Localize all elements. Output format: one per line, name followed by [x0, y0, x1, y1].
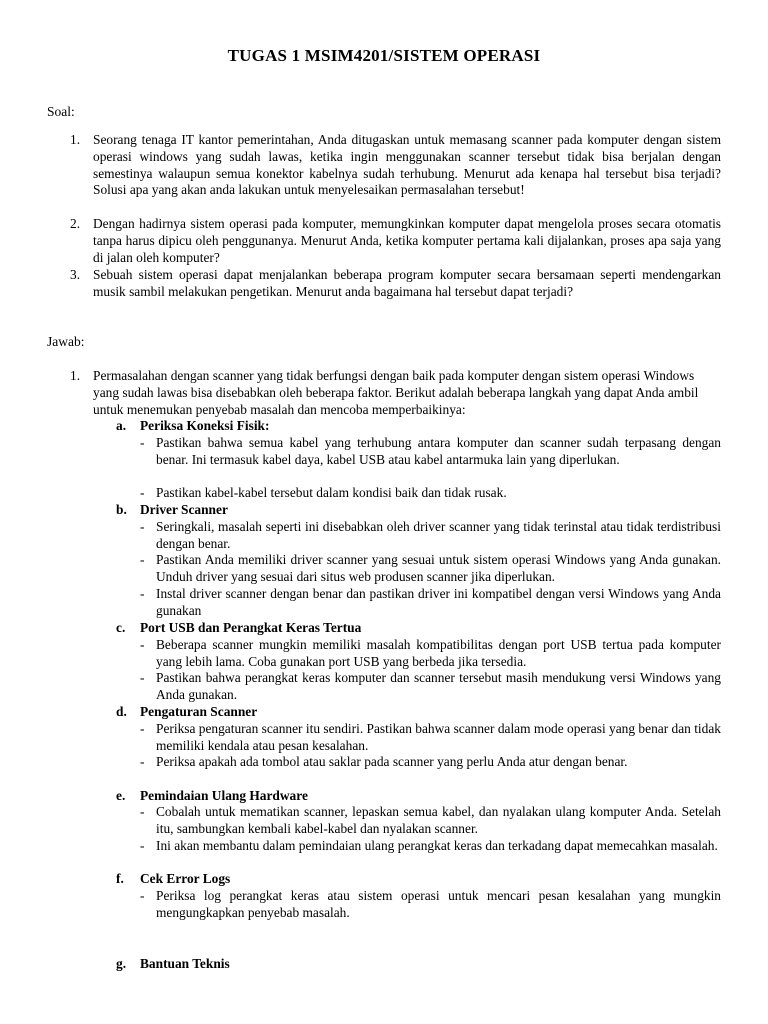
bullet-text: Instal driver scanner dengan benar dan pastikan driver ini kompatibel dengan versi Windows yang Anda gunakan: [156, 586, 721, 618]
bullet-text: Pastikan bahwa perangkat keras komputer dan scanner tersebut masih mendukung versi Windows yang Anda gunakan.: [156, 670, 721, 702]
bullet-dash: -: [140, 838, 145, 853]
bullet-text: Periksa apakah ada tombol atau saklar pada scanner yang perlu Anda atur dengan benar.: [156, 754, 628, 769]
bullet-dash: -: [140, 552, 145, 567]
bullet-dash: -: [140, 888, 145, 903]
section-title: Periksa Koneksi Fisik:: [140, 418, 270, 433]
bullet-dash: -: [140, 435, 145, 450]
section-title: Bantuan Teknis: [140, 956, 230, 971]
bullet-text: Ini akan membantu dalam pemindaian ulang perangkat keras dan terkadang dapat memecahkan masalah.: [156, 838, 718, 853]
question-number: 1.: [70, 132, 81, 147]
section-title: Port USB dan Perangkat Keras Tertua: [140, 620, 362, 635]
bullet-text: Cobalah untuk mematikan scanner, lepaskan semua kabel, dan nyalakan ulang komputer Anda. Setelah itu, sambungkan kembali kabel-kabel dan nyalakan scanner.: [156, 804, 721, 836]
section-letter: a.: [116, 418, 127, 433]
bullet-dash: -: [140, 804, 145, 819]
section-letter: b.: [116, 502, 127, 517]
section-letter: f.: [116, 871, 124, 886]
bullet-text: Pastikan kabel-kabel tersebut dalam kondisi baik dan tidak rusak.: [156, 485, 507, 500]
question-number: 3.: [70, 267, 81, 282]
section-title: Cek Error Logs: [140, 871, 231, 886]
section-letter: e.: [116, 788, 126, 803]
bullet-dash: -: [140, 754, 145, 769]
bullet-text: Seringkali, masalah seperti ini disebabkan oleh driver scanner yang tidak terinstal atau tidak terdistribusi dengan benar.: [156, 519, 721, 551]
question-text: Seorang tenaga IT kantor pemerintahan, Anda ditugaskan untuk memasang scanner pada komputer dengan sistem operasi windows yang sudah lawas, ketika ingin menggunakan scanner tersebut tidak bisa berjalan dengan semestinya walaupun semua konektor kabelnya sudah terhubung. Menurut ada kenapa hal tersebut bisa terjadi? Solusi apa yang akan anda lakukan untuk menyelesaikan permasalahan tersebut!: [93, 132, 721, 198]
section-title: Pemindaian Ulang Hardware: [140, 788, 308, 803]
bullet-text: Pastikan bahwa semua kabel yang terhubung antara komputer dan scanner sudah terpasang dengan benar. Ini termasuk kabel daya, kabel USB atau kabel antarmuka lain yang diperlukan.: [156, 435, 721, 467]
bullet-text: Beberapa scanner mungkin memiliki masalah kompatibilitas dengan port USB tertua pada komputer yang lebih lama. Coba gunakan port USB yang berbeda jika tersedia.: [156, 637, 721, 669]
section-letter: g.: [116, 956, 127, 971]
bullet-text: Periksa pengaturan scanner itu sendiri. Pastikan bahwa scanner dalam mode operasi yang benar dan tidak memiliki kendala atau pesan kesalahan.: [156, 721, 721, 753]
page-title: TUGAS 1 MSIM4201/SISTEM OPERASI: [227, 46, 541, 65]
section-letter: c.: [116, 620, 126, 635]
bullet-text: Pastikan Anda memiliki driver scanner yang sesuai untuk sistem operasi Windows yang Anda gunakan. Unduh driver yang sesuai dari situs web produsen scanner jika diperlukan.: [156, 552, 721, 584]
question-text: Sebuah sistem operasi dapat menjalankan beberapa program komputer secara bersamaan seperti mendengarkan musik sambil melakukan pengetikan. Menurut anda bagaimana hal tersebut dapat terjadi?: [93, 267, 721, 299]
answer-intro: Permasalahan dengan scanner yang tidak berfungsi dengan baik pada komputer dengan sistem operasi Windows yang sudah lawas bisa disebabkan oleh beberapa faktor. Berikut adalah beberapa langkah yang dapat Anda ambil untuk menemukan penyebab masalah dan mencoba memperbaikinya:: [93, 368, 699, 417]
question-number: 2.: [70, 216, 81, 231]
section-letter: d.: [116, 704, 127, 719]
answer-number: 1.: [70, 368, 81, 383]
section-title: Driver Scanner: [140, 502, 228, 517]
section-title: Pengaturan Scanner: [140, 704, 258, 719]
bullet-dash: -: [140, 721, 145, 736]
bullet-text: Periksa log perangkat keras atau sistem operasi untuk mencari pesan kesalahan yang mungkin mengungkapkan penyebab masalah.: [156, 888, 721, 920]
bullet-dash: -: [140, 485, 145, 500]
bullet-dash: -: [140, 586, 145, 601]
soal-label: Soal:: [47, 104, 75, 119]
question-text: Dengan hadirnya sistem operasi pada komputer, memungkinkan komputer dapat mengelola proses secara otomatis tanpa harus dipicu oleh penggunanya. Menurut Anda, ketika komputer pertama kali dijalankan, proses apa saja yang di jalan oleh komputer?: [93, 216, 721, 265]
bullet-dash: -: [140, 637, 145, 652]
bullet-dash: -: [140, 670, 145, 685]
jawab-label: Jawab:: [47, 334, 85, 349]
bullet-dash: -: [140, 519, 145, 534]
